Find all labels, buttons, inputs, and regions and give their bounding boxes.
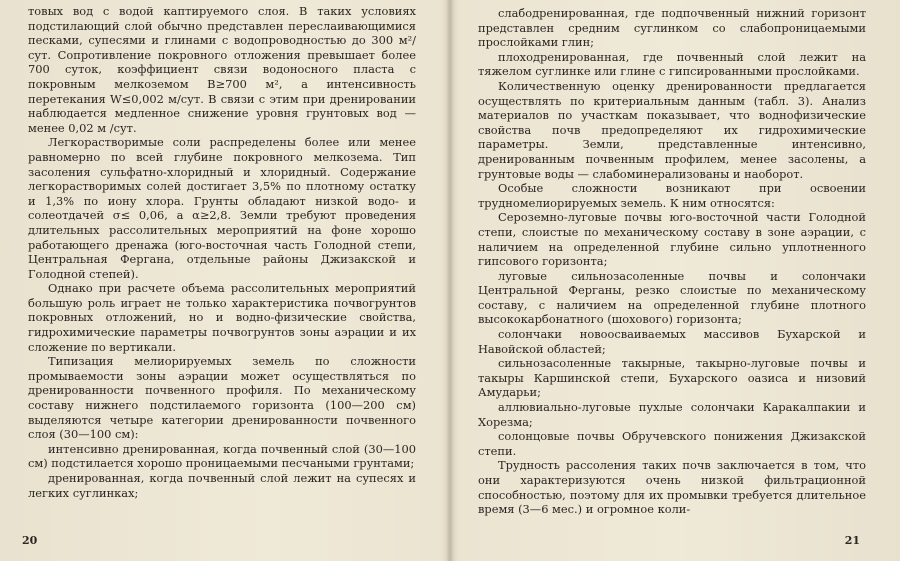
right-paragraph-3: Количественную оценку дренированности предлагается осуществлять по критериальным данным (табл. 3). Анализ материалов по участкам показывает, что воднофизические свойства почв предопределяют их гидрохимические параметры. Земли, представленные интенсивно, дренированным почвенным профилем, менее засолены, а грунтовые воды — слабоминерализованы и наоборот. [478,78,866,181]
left-paragraph-6: дренированная, когда почвенный слой лежит на супесях и легких суглинках; [28,471,416,500]
left-page [0,0,446,561]
right-paragraph-9: аллювиально-луговые пухлые солончаки Каракалпакии и Хорезма; [478,400,866,429]
left-paragraph-2: Легкорастворимые соли распределены более или менее равномерно по всей глубине покровного мелкозема. Тип засоления сульфатно-хлоридный и хлоридный. Содержание легкорастворимых солей достигает 3,5% по плотному остатку и 1,3% по иону хлора. Грунты обладают низкой водо- и солеотдачей σ≤ 0,06, а α≥2,8. Земли требуют проведения длительных рассолительных мероприятий на фоне хорошо работающего дренажа (юго-восточная часть Голодной степи, Центральная Фергана, отдельные районы Джизакской и Голодной степей). [28,135,416,281]
left-page-number: 20 [22,534,38,547]
left-paragraph-5: интенсивно дренированная, когда почвенный слой (30—100 см) подстилается хорошо проницаемыми песчаными грунтами; [28,441,416,471]
left-paragraph-1: товых вод с водой каптируемого слоя. В таких условиях подстилающий слой обычно представлен переслаивающимися песками, супесями и глинами с водопроводностью до 300 м²/сут. Сопротивление покровного отложения превышает более 700 суток, коэффициент связи водоносного пласта с покровным мелкоземом B≥700 м², а интенсивность перетекания W≤0,002 м/сут. В связи с этим при дренировании наблюдается медленное снижение уровня грунтовых вод — менее 0,02 м /сут. [28,4,416,135]
right-paragraph-2: плоходренированная, где почвенный слой лежит на тяжелом суглинке или глине с гипсированными прослойками. [478,49,866,79]
right-paragraph-10: солонцовые почвы Обручевского понижения Джизакской степи. [478,429,866,458]
right-paragraph-4: Особые сложности возникают при освоении трудномелиорируемых земель. К ним относятся: [478,181,866,210]
right-paragraph-6: луговые сильнозасоленные почвы и солончаки Центральной Ферганы, резко слоистые по механическому составу, с наличием на определенной глубине плотного высококарбонатного (шохового) горизонта; [478,268,866,327]
right-paragraph-1: слабодренированная, где подпочвенный нижний горизонт представлен средним суглинком со слабопроницаемыми прослойками глин; [478,6,866,50]
left-paragraph-4: Типизация мелиорируемых земель по сложности промываемости зоны аэрации может осуществляться по дренированности почвенного профиля. По механическому составу нижнего подстилаемого горизонта (100—200 см) выделяются четыре категории дренированности почвенного слоя (30—100 см): [28,354,416,442]
right-paragraph-5: Сероземно-луговые почвы юго-восточной части Голодной степи, слоистые по механическому составу в зоне аэрации, с наличием на определенной глубине сильно уплотненного гипсового горизонта; [478,210,866,269]
right-page-number: 21 [844,534,860,547]
right-paragraph-7: солончаки новоосваиваемых массивов Бухарской и Навойской областей; [478,327,866,356]
right-page [454,0,900,561]
book-gutter [446,0,454,561]
left-paragraph-3: Однако при расчете объема рассолительных мероприятий большую роль играет не только характеристика почвогрунтов покровных отложений, но и водно-физические свойства, гидрохимические параметры почвогрунтов зоны аэрации и их сложение по вертикали. [28,281,416,354]
right-paragraph-8: сильнозасоленные такырные, такырно-луговые почвы и такыры Каршинской степи, Бухарского оазиса и низовий Амударьи; [478,356,866,400]
right-paragraph-11: Трудность рассоления таких почв заключается в том, что они характеризуются очень низкой фильтрационной способностью, поэтому для их промывки требуется длительное время (3—6 мес.) и огромное коли- [478,458,866,517]
